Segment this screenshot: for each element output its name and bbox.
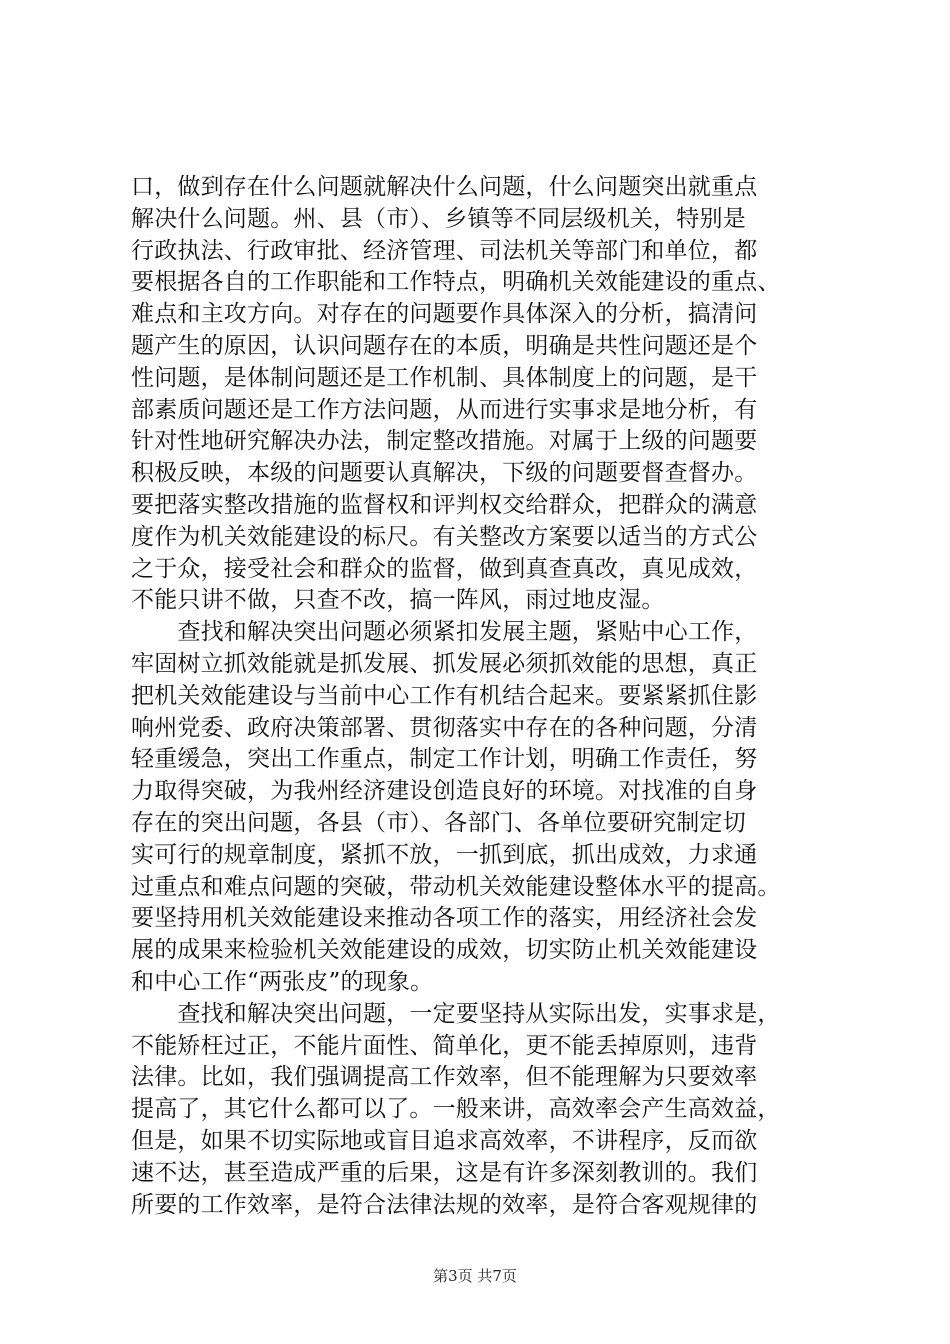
text-line: 难点和主攻方向。对存在的问题要作具体深入的分析，搞清问	[131, 301, 758, 328]
text-line: 和中心工作“两张皮”的现象。	[131, 968, 434, 995]
text-line: 力取得突破，为我州经济建设创造良好的环境。对找准的自身	[131, 778, 758, 805]
text-line: 针对性地研究解决办法，制定整改措施。对属于上级的问题要	[131, 428, 758, 455]
text-line: 速不达，甚至造成严重的后果，这是有许多深刻教训的。我们	[131, 1159, 758, 1186]
text-line: 牢固树立抓效能就是抓发展、抓发展必须抓效能的思想，真正	[131, 650, 758, 677]
text-line: 不能矫枉过正，不能片面性、简单化，更不能丢掉原则，违背	[131, 1032, 758, 1059]
text-line: 把机关效能建设与当前中心工作有机结合起来。要紧紧抓住影	[131, 682, 758, 709]
text-line: 但是，如果不切实际地或盲目追求高效率，不讲程序，反而欲	[131, 1127, 758, 1154]
text-line: 要根据各自的工作职能和工作特点，明确机关效能建设的重点、	[131, 269, 781, 296]
text-line: 口，做到存在什么问题就解决什么问题，什么问题突出就重点	[131, 174, 758, 200]
text-line: 行政执法、行政审批、经济管理、司法机关等部门和单位，都	[131, 237, 758, 264]
text-line: 度作为机关效能建设的标尺。有关整改方案要以适当的方式公	[131, 523, 758, 550]
text-line: 查找和解决突出问题必须紧扣发展主题，紧贴中心工作，	[131, 619, 758, 646]
text-line: 之于众，接受社会和群众的监督，做到真查真改，真见成效，	[131, 555, 758, 582]
text-line: 展的成果来检验机关效能建设的成效，切实防止机关效能建设	[131, 937, 758, 964]
text-line: 不能只讲不做，只查不改，搞一阵风，雨过地皮湿。	[131, 587, 665, 614]
text-line: 解决什么问题。州、县（市）、乡镇等不同层级机关，特别是	[131, 205, 746, 232]
text-line: 过重点和难点问题的突破，带动机关效能建设整体水平的提高。	[131, 873, 781, 900]
text-line: 要坚持用机关效能建设来推动各项工作的落实，用经济社会发	[131, 905, 758, 932]
text-line: 响州党委、政府决策部署、贯彻落实中存在的各种问题，分清	[131, 714, 758, 741]
text-line: 性问题，是体制问题还是工作机制、具体制度上的问题，是干	[131, 364, 758, 391]
document-body	[131, 172, 831, 1221]
text-line: 题产生的原因，认识问题存在的本质，明确是共性问题还是个	[131, 332, 758, 359]
text-line: 法律。比如，我们强调提高工作效率，但不能理解为只要效率	[131, 1064, 758, 1091]
text-line: 轻重缓急，突出工作重点，制定工作计划，明确工作责任，努	[131, 746, 758, 773]
text-line: 要把落实整改措施的监督权和评判权交给群众，把群众的满意	[131, 491, 758, 518]
text-line: 存在的突出问题，各县（市）、各部门、各单位要研究制定切	[131, 809, 746, 836]
text-line: 积极反映，本级的问题要认真解决，下级的问题要督查督办。	[131, 460, 758, 487]
text-line: 查找和解决突出问题，一定要坚持从实际出发，实事求是，	[131, 1000, 781, 1027]
text-line: 实可行的规章制度，紧抓不放，一抓到底，抓出成效，力求通	[131, 841, 758, 868]
text-line: 部素质问题还是工作方法问题，从而进行实事求是地分析，有	[131, 396, 758, 423]
text-line: 所要的工作效率，是符合法律法规的效率，是符合客观规律的	[131, 1191, 758, 1218]
page-footer	[0, 1266, 950, 1286]
page-number-label: 第3页 共7页	[433, 1267, 517, 1285]
text-line: 提高了，其它什么都可以了。一般来讲，高效率会产生高效益，	[131, 1096, 781, 1123]
